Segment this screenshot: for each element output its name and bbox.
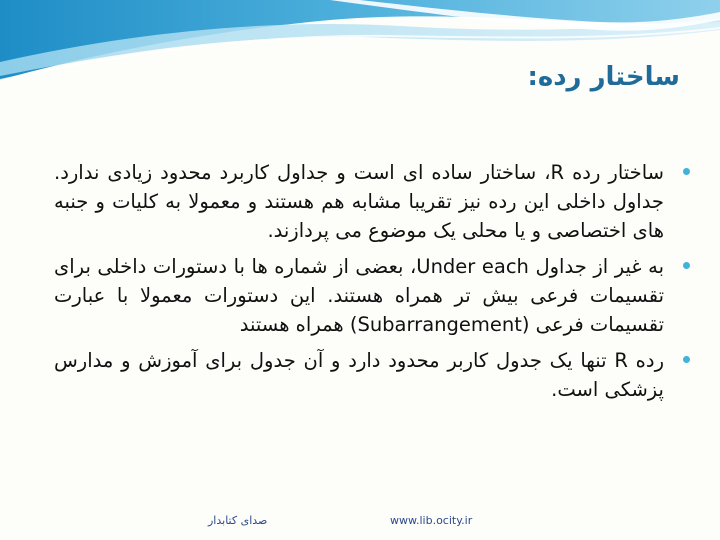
bullet-text: رده R تنها یک جدول کاربر محدود دارد و آن جدول برای آموزش و مدارس پزشکی است. — [54, 349, 665, 401]
bullet-item — [54, 252, 676, 339]
bullet-list — [54, 158, 676, 411]
bullet-dot-icon — [683, 168, 690, 175]
footer-author: صدای کتابدار — [208, 514, 268, 527]
bullet-dot-icon — [683, 262, 690, 269]
slide-title: ساختار رده: — [527, 62, 680, 92]
bullet-dot-icon — [683, 356, 690, 363]
bullet-item — [54, 346, 676, 404]
footer-url[interactable]: www.lib.ocity.ir — [390, 514, 473, 527]
bullet-text: به غیر از جداول Under each، بعضی از شماره ها با دستورات داخلی برای تقسیمات فرعی بیش تر همراه هستند. این دستورات معمولا با عبارت تقسیمات فرعی (Subarrangement) همراه هستند — [54, 255, 664, 336]
bullet-text: ساختار رده R، ساختار ساده ای است و جداول کاربرد محدود زیادی ندارد. جداول داخلی این رده نیز تقریبا مشابه هم هستند و معمولا به کلیات و جنبه های اختصاصی و یا محلی یک موضوع می پردازند. — [54, 161, 664, 242]
bullet-item — [54, 158, 676, 245]
